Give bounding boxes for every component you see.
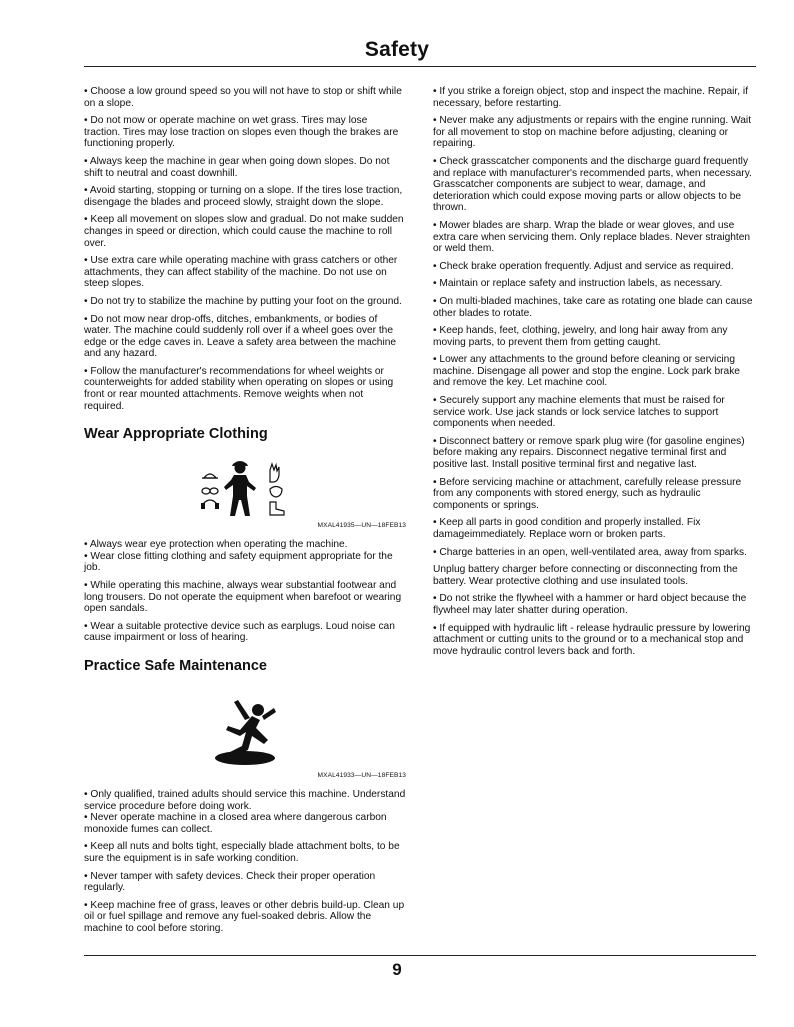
clothing-figure [84,458,406,529]
figure-caption: MXAL41935—UN—18FEB13 [317,522,406,530]
multi-blade-paragraph: • On multi-bladed machines, take care as rotating one blade can cause other blades to rotate. [433,295,753,319]
page-title: Safety [364,38,430,61]
safety-labels-paragraph: • Maintain or replace safety and instruction labels, as necessary. [433,278,723,290]
support-elements-paragraph: • Securely support any machine elements that must be raised for service work. Use jack stands or lock service latches to support components when needed. [433,395,725,430]
wheel-weights-paragraph: • Follow the manufacturer's recommendations for wheel weights or counterweights for added stability when operating on slopes or using front or rear mounted attachments. Remove weights when not required. [84,365,394,412]
good-condition-paragraph: • Keep all parts in good condition and properly installed. Fix damageimmediately. Replace worn or broken parts. [433,517,701,540]
protective-clothing-icon [190,458,300,520]
debris-paragraph: • Keep machine free of grass, leaves or other debris build-up. Clean up oil or fuel spillage and remove any fuel-soaked debris. Allow the machine to cool before storing. [84,899,405,934]
figure-caption: MXAL41933—UN—18FEB13 [317,772,406,779]
drop-offs-paragraph: • Do not mow near drop-offs, ditches, embankments, or bodies of water. The machine could suddenly roll over if a wheel goes over the edge or the edge caves in. Leave a safety area between the machine and any hazard. [84,313,397,360]
footwear-paragraph: • While operating this machine, always wear substantial footwear and long trousers. Do not operate the equipment when barefoot or wearing open sandals. [84,580,402,615]
slip-hazard-icon [190,690,300,770]
carbon-monoxide-paragraph: • Never operate machine in a closed area where dangerous carbon monoxide fumes can collect. [84,812,387,835]
qualified-adults-paragraph: • Only qualified, trained adults should service this machine. Understand service procedure before doing work. [84,789,406,812]
page-number: 9 [392,960,402,979]
foreign-object-paragraph: • If you strike a foreign object, stop and inspect the machine. Repair, if necessary, before restarting. [433,86,749,109]
unplug-charger-paragraph: Unplug battery charger before connecting or disconnecting from the battery. Wear protective clothing and use insulated tools. [433,564,738,587]
right-column [433,86,755,663]
slow-movement-paragraph: • Keep all movement on slopes slow and gradual. Do not make sudden changes in speed or direction, which could cause the machine to roll over. [84,214,404,249]
charge-batteries-paragraph: • Charge batteries in an open, well-ventilated area, away from sparks. [433,546,747,558]
disconnect-battery-paragraph: • Disconnect battery or remove spark plug wire (for gasoline engines) before making any repairs. Disconnect negative terminal first and positive last. Install positive terminal first and negative last. [433,435,745,471]
clothing-heading: Wear Appropriate Clothing [84,426,268,443]
earplugs-paragraph: • Wear a suitable protective device such as earplugs. Loud noise can cause impairment or loss of hearing. [84,620,395,644]
flywheel-paragraph: • Do not strike the flywheel with a hammer or hard object because the flywheel may later shatter during operation. [433,593,747,616]
foot-stabilize-paragraph: • Do not try to stabilize the machine by putting your foot on the ground. [84,295,402,307]
hydraulic-lift-paragraph: • If equipped with hydraulic lift - release hydraulic pressure by lowering attachment or cutting units to the ground or to a mechanical stop and move hydraulic control levers back and forth. [433,622,751,657]
keep-in-gear-paragraph: • Always keep the machine in gear when going down slopes. Do not shift to neutral and coast downhill. [84,155,390,179]
grasscatcher-paragraph: • Check grasscatcher components and the discharge guard frequently and replace with manufacturer's recommended parts, when necessary. Grasscatcher components are subject to wear, damage, and deterioration which could expose moving parts or allow objects to be thrown. [433,155,752,214]
brake-operation-paragraph: • Check brake operation frequently. Adjust and service as required. [433,260,734,272]
engine-running-paragraph: • Never make any adjustments or repairs with the engine running. Wait for all movement to stop on machine before adjusting, cleaning or repairing. [433,115,752,150]
moving-parts-paragraph: • Keep hands, feet, clothing, jewelry, and long hair away from any moving parts, to prevent them from getting caught. [433,325,728,348]
stored-energy-paragraph: • Before servicing machine or attachment, carefully release pressure from any components with stored energy, such as hydraulic components or springs. [433,476,742,511]
mower-blades-paragraph: • Mower blades are sharp. Wrap the blade or wear gloves, and use extra care when servicing them. Only replace blades. Never straighten or weld them. [433,219,751,255]
maintenance-heading: Practice Safe Maintenance [84,658,267,674]
safety-devices-paragraph: • Never tamper with safety devices. Check their proper operation regularly. [84,870,376,894]
header-rule [84,66,756,67]
lower-attachments-paragraph: • Lower any attachments to the ground before cleaning or servicing machine. Disengage all power and stop the engine. Lock park brake and remove the key. Let machine cool. [433,354,740,389]
footer-rule [84,955,756,956]
wet-grass-paragraph: • Do not mow or operate machine on wet grass. Tires may lose traction. Tires may lose traction on slopes even though the brakes are functioning properly. [84,115,399,150]
left-column [84,86,406,941]
slope-speed-paragraph: • Choose a low ground speed so you will not have to stop or shift while on a slope. [84,86,402,109]
grass-catchers-paragraph: • Use extra care while operating machine with grass catchers or other attachments, they can affect stability of the machine. Do not use on steep slopes. [84,255,398,290]
maintenance-figure [84,690,406,779]
eye-protection-paragraph: • Always wear eye protection when operating the machine. [84,539,348,551]
close-fitting-paragraph: • Wear close fitting clothing and safety equipment appropriate for the job. [84,550,393,574]
nuts-bolts-paragraph: • Keep all nuts and bolts tight, especially blade attachment bolts, to be sure the equipment is in safe working condition. [84,841,400,864]
avoid-starting-paragraph: • Avoid starting, stopping or turning on a slope. If the tires lose traction, disengage the blades and proceed slowly, straight down the slope. [84,185,403,208]
